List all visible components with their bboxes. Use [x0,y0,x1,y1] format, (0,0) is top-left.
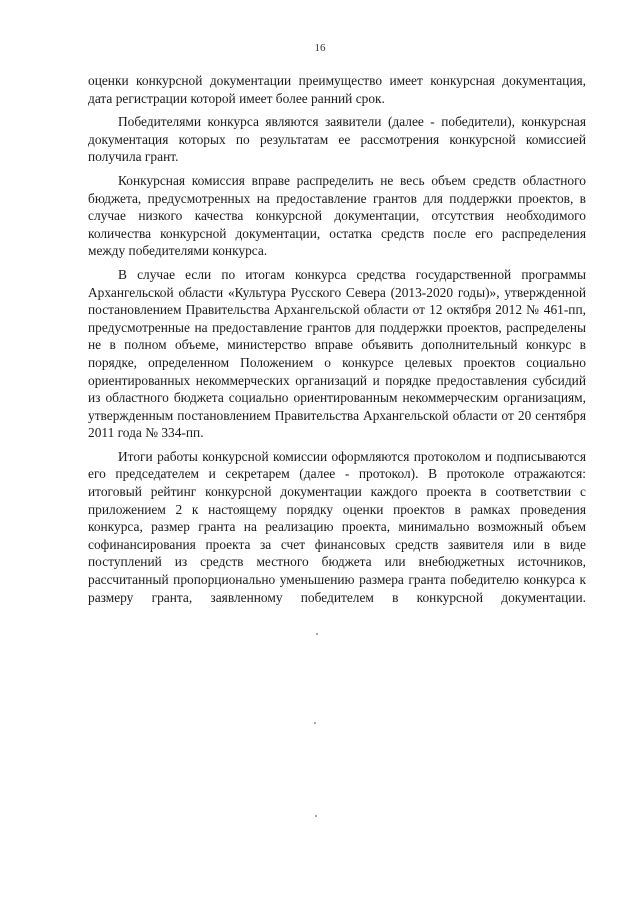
paragraph-additional-contest: В случае если по итогам конкурса средства государственной программы Архангельской области «Культура Русского Севера (2013-2020 годы)», утвержденной постановлением Правительства Архангельской области от 12 октября 2012 № 461-пп, предусмотренные на предоставление грантов для поддержки проектов, распределены не в полном объеме, министерство вправе объявить дополнительный конкурс в порядке, определенном Положением о конкурсе целевых проектов социально ориентированных некоммерческих организаций и порядке предоставления субсидий из областного бюджета социально ориентированным некоммерческим организациям, утвержденным постановлением Правительства Архангельской области от 20 сентября 2011 года № 334-пп. [88,266,586,441]
paragraph-commission-rights: Конкурсная комиссия вправе распределить не весь объем средств областного бюджета, предусмотренных на предоставление грантов для поддержки проектов, в случае низкого качества конкурсной документации, отсутствия необходимого количества конкурсной документации, остатка средств после его распределения между победителями конкурса. [88,172,586,259]
document-body [88,72,586,612]
paragraph-evaluation-priority: оценки конкурсной документации преимущество имеет конкурсная документация, дата регистрации которой имеет более ранний срок. [88,73,586,106]
scan-speck [316,633,318,635]
paragraph-protocol: Итоги работы конкурсной комиссии оформляются протоколом и подписываются его председателем и секретарем (далее - протокол). В протоколе отражаются: итоговый рейтинг конкурсной документации каждого проекта в соответствии с приложением 2 к настоящему порядку оценки проектов в рамках проведения конкурса, размер гранта на реализацию проекта, минимально возможный объем софинансирования проекта за счет финансовых средств заявителя или в виде поступлений из средств местного бюджета или внебюджетных источников, рассчитанный пропорционально уменьшению размера гранта победителю конкурса к размеру гранта, заявленному победителем в конкурсной документации. [88,448,586,605]
scan-speck [315,815,317,817]
paragraph-winners: Победителями конкурса являются заявители (далее - победители), конкурсная документация которых по результатам ее рассмотрения конкурсной комиссией получила грант. [88,114,586,165]
page-number: 16 [314,42,326,54]
scan-speck [314,722,316,724]
